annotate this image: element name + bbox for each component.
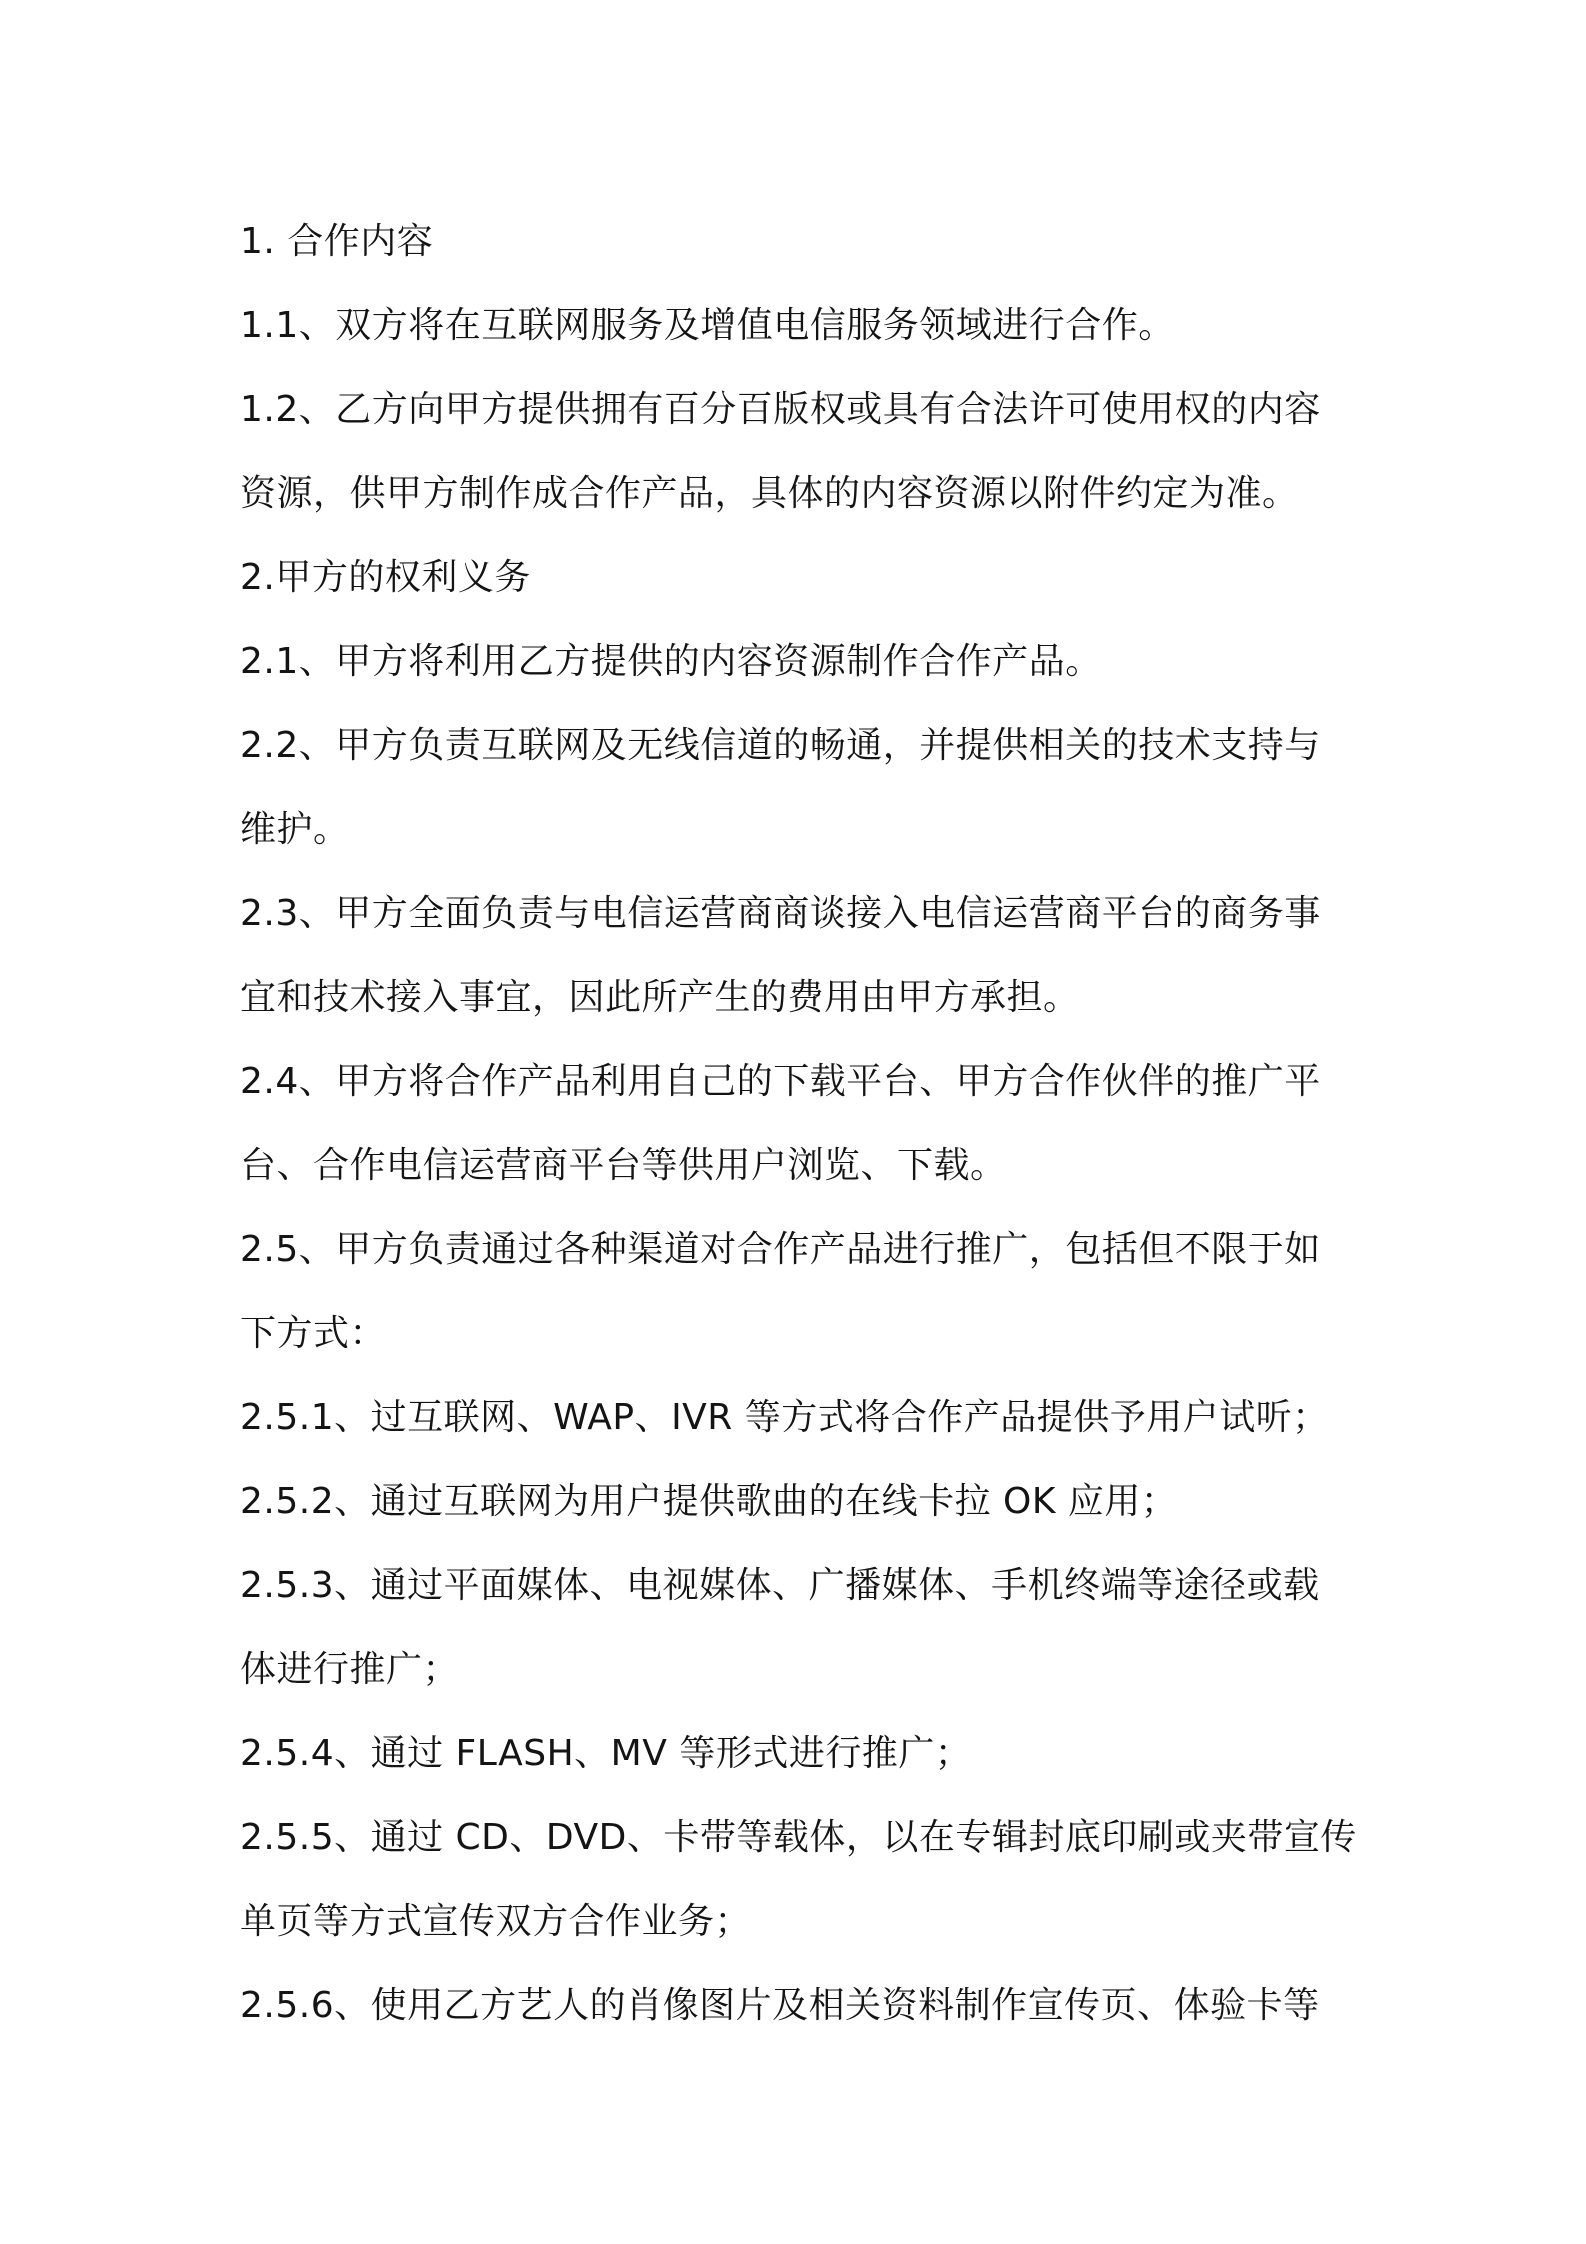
clause-2-3-line-1: 2.3、甲方全面负责与电信运营商商谈接入电信运营商平台的商务事 (240, 893, 1321, 934)
clause-2-4-line-2: 台、合作电信运营商平台等供用户浏览、下载。 (240, 1145, 1007, 1186)
clause-2-5-line-2: 下方式： (240, 1313, 387, 1354)
clause-2-5-3-line-1: 2.5.3、通过平面媒体、电视媒体、广播媒体、手机终端等途径或载 (240, 1565, 1320, 1606)
clause-2-3-line-2: 宜和技术接入事宜，因此所产生的费用由甲方承担。 (240, 977, 1080, 1018)
clause-2-5-3-line-2: 体进行推广； (240, 1649, 460, 1690)
clause-2-2-line-2: 维护。 (240, 809, 350, 850)
clause-2-5-1: 2.5.1、过互联网、WAP、IVR 等方式将合作产品提供予用户试听； (240, 1397, 1329, 1438)
clause-2-5-2: 2.5.2、通过互联网为用户提供歌曲的在线卡拉 OK 应用； (240, 1481, 1178, 1522)
section-heading-1: 1. 合作内容 (240, 221, 434, 262)
clause-1-2-line-2: 资源，供甲方制作成合作产品，具体的内容资源以附件约定为准。 (240, 473, 1299, 514)
document-body (240, 200, 1360, 2048)
clause-1-1: 1.1、双方将在互联网服务及增值电信服务领域进行合作。 (240, 305, 1175, 346)
clause-2-1: 2.1、甲方将利用乙方提供的内容资源制作合作产品。 (240, 641, 1102, 682)
clause-2-2-line-1: 2.2、甲方负责互联网及无线信道的畅通，并提供相关的技术支持与 (240, 725, 1321, 766)
clause-2-5-line-1: 2.5、甲方负责通过各种渠道对合作产品进行推广，包括但不限于如 (240, 1229, 1321, 1270)
section-heading-2: 2.甲方的权利义务 (240, 557, 531, 598)
clause-2-4-line-1: 2.4、甲方将合作产品利用自己的下载平台、甲方合作伙伴的推广平 (240, 1061, 1321, 1102)
clause-2-5-5-line-2: 单页等方式宣传双方合作业务； (240, 1901, 752, 1942)
clause-2-5-5-line-1: 2.5.5、通过 CD、DVD、卡带等载体，以在专辑封底印刷或夹带宣传 (240, 1817, 1357, 1858)
clause-2-5-6-line-1: 2.5.6、使用乙方艺人的肖像图片及相关资料制作宣传页、体验卡等 (240, 1985, 1320, 2026)
clause-1-2-line-1: 1.2、乙方向甲方提供拥有百分百版权或具有合法许可使用权的内容 (240, 389, 1321, 430)
clause-2-5-4: 2.5.4、通过 FLASH、MV 等形式进行推广； (240, 1733, 972, 1774)
